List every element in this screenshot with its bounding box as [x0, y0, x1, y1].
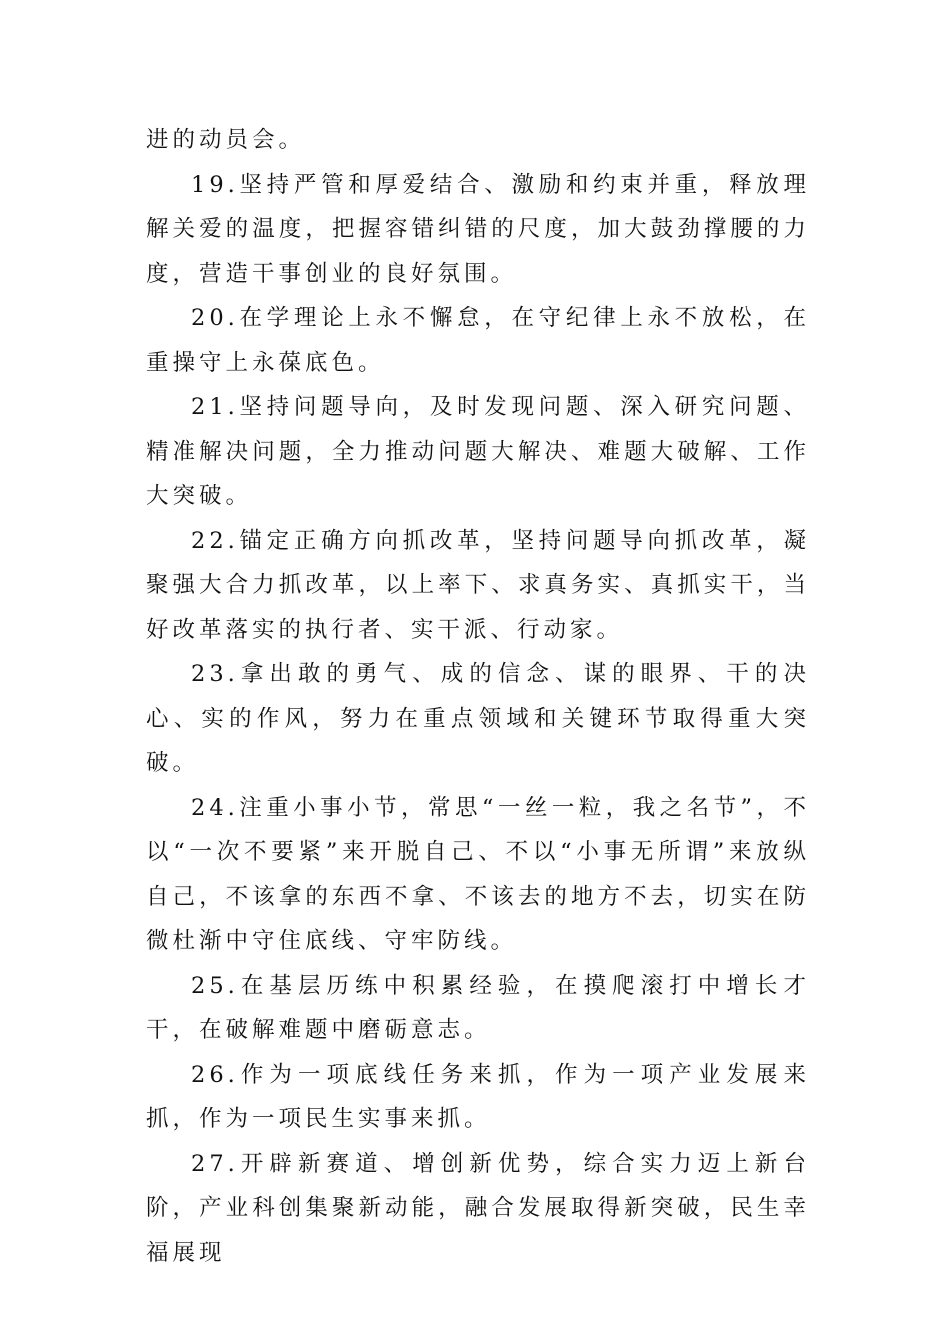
paragraph-continuation: 进的动员会。 [146, 127, 306, 153]
paragraph-24: 24.注重小事小节，常思“一丝一粒，我之名节”，不以“一次不要紧”来开脱自己、不以“小事无所谓”来放纵自己，不该拿的东西不拿、不该去的地方不去，切实在防微杜渐中守住底线、守牢防线。 [146, 794, 810, 954]
document-body [146, 118, 810, 1275]
paragraph-27: 27.开辟新赛道、增创新优势，综合实力迈上新台阶，产业科创集聚新动能，融合发展取得新突破，民生幸福展现 [146, 1150, 810, 1266]
paragraph-23: 23.拿出敢的勇气、成的信念、谋的眼界、干的决心、实的作风，努力在重点领域和关键环节取得重大突破。 [146, 661, 810, 776]
paragraph-22: 22.锚定正确方向抓改革，坚持问题导向抓改革，凝聚强大合力抓改革，以上率下、求真务实、真抓实干，当好改革落实的执行者、实干派、行动家。 [146, 527, 810, 643]
paragraph-21: 21.坚持问题导向，及时发现问题、深入研究问题、精准解决问题，全力推动问题大解决、难题大破解、工作大突破。 [146, 394, 810, 509]
paragraph-26: 26.作为一项底线任务来抓，作为一项产业发展来抓，作为一项民生实事来抓。 [146, 1061, 810, 1132]
paragraph-20: 20.在学理论上永不懈怠，在守纪律上永不放松，在重操守上永葆底色。 [146, 305, 810, 376]
paragraph-25: 25.在基层历练中积累经验，在摸爬滚打中增长才干，在破解难题中磨砺意志。 [146, 972, 810, 1043]
paragraph-19: 19.坚持严管和厚爱结合、激励和约束并重，释放理解关爱的温度，把握容错纠错的尺度，加大鼓劲撑腰的力度，营造干事创业的良好氛围。 [146, 171, 810, 287]
